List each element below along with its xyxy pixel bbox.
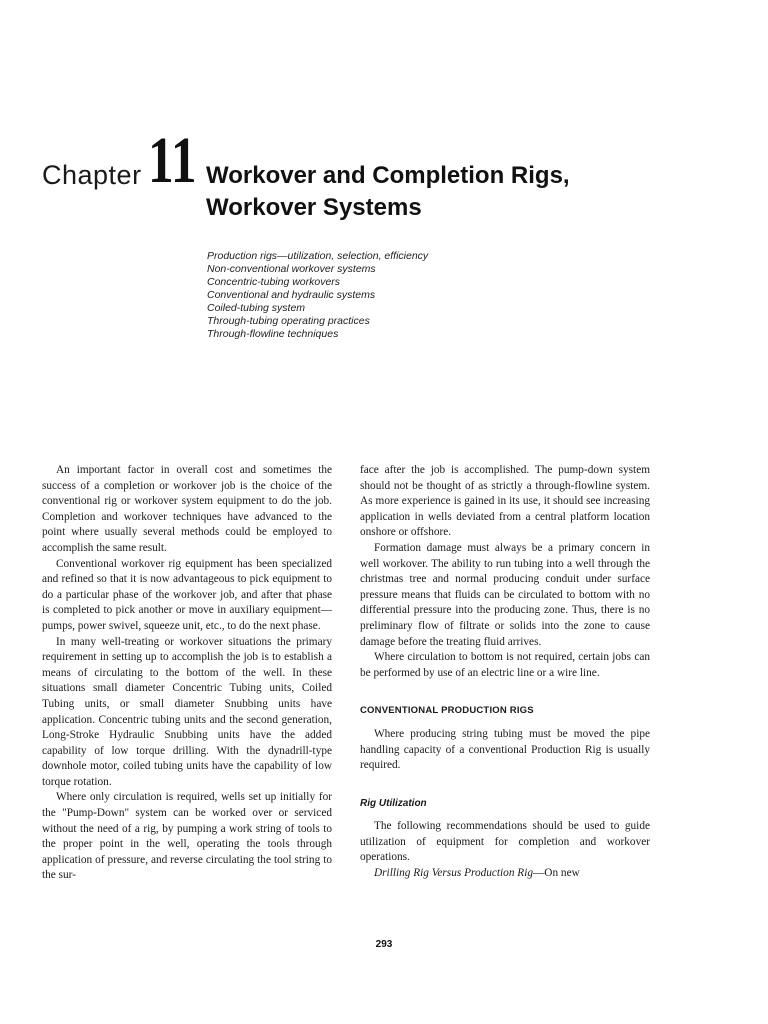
chapter-title-line-1: Workover and Completion Rigs, (206, 162, 570, 189)
topic-item: Production rigs—utilization, selection, efficiency (207, 250, 429, 262)
section-heading: CONVENTIONAL PRODUCTION RIGS (360, 705, 534, 717)
right-text-column (360, 463, 650, 882)
chapter-number: 11 (148, 124, 197, 197)
topic-item: Non-conventional workover systems (207, 263, 376, 275)
topic-item: Through-flowline techniques (207, 328, 339, 340)
page-number: 293 (375, 939, 393, 950)
run-in-heading: Drilling Rig Versus Production Rig (374, 867, 533, 880)
left-text-column (42, 463, 332, 884)
chapter-topics-list (207, 250, 428, 341)
paragraph-text: —On new (533, 867, 580, 880)
topic-item: Concentric-tubing workovers (207, 276, 341, 288)
chapter-title-line-2: Workover Systems (206, 194, 422, 221)
topic-item: Coiled-tubing system (207, 302, 306, 314)
topic-item: Through-tubing operating practices (207, 315, 370, 327)
paragraph: Formation damage must always be a primary concern in well workover. The ability to run tubing into a well through the christmas tree and normal producing conduit under surface pressure means that fluids can be circulated to bottom with no differential pressure into the producing zone. Thus, there is no preliminary flow of filtrate or solids into the zone to cause damage before the treating fluid arrives. (360, 541, 650, 648)
paragraph: Where circulation to bottom is not required, certain jobs can be performed by use of an electric line or a wire line. (360, 651, 650, 679)
paragraph: In many well-treating or workover situations the primary requirement in setting up to accomplish the job is to establish a means of circulating to the bottom of the well. In these situations small diameter Concentric Tubing units, Coiled Tubing units, or small diameter Snubbing units have application. Concentric tubing units and the second generation, Long-Stroke Hydraulic Snubbing units have the added capability of low torque drilling. With the dynadrill-type downhole motor, coiled tubing units have the capability of low torque rotation. (42, 635, 332, 788)
paragraph: An important factor in overall cost and sometimes the success of a completion or workover job is the choice of the conventional rig or workover system equipment to do the job. Completion and workover techniques have advanced to the point where usually several methods could be employed to accomplish the same result. (42, 464, 332, 554)
paragraph-continuation: face after the job is accomplished. The pump-down system should not be thought of as strictly a through-flowline system. As more experience is gained in its use, it should see increasing application in wells deviated from a central platform location onshore or offshore. (360, 464, 650, 539)
chapter-title (206, 160, 570, 224)
paragraph: The following recommendations should be used to guide utilization of equipment for completion and workover operations. (360, 820, 650, 864)
paragraph: Conventional workover rig equipment has been specialized and refined so that it is now advantageous to pick equipment to do a particular phase of the workover job, and after that phase is completed to pick another or move in auxiliary equipment—pumps, power swivel, squeeze unit, etc., to do the next phase. (42, 557, 332, 632)
topic-item: Conventional and hydraulic systems (207, 289, 376, 301)
paragraph: Where only circulation is required, wells set up initially for the "Pump-Down" system can be worked over or serviced without the need of a rig, by pumping a work string of tools to the proper point in the well, operating the tools through application of pressure, and reverse circulating the tool string to the sur- (42, 791, 332, 882)
subsection-heading: Rig Utilization (360, 797, 427, 809)
paragraph (360, 866, 650, 882)
chapter-label: Chapter (42, 160, 142, 190)
paragraph: Where producing string tubing must be moved the pipe handling capacity of a conventional Production Rig is usually required. (360, 727, 650, 772)
